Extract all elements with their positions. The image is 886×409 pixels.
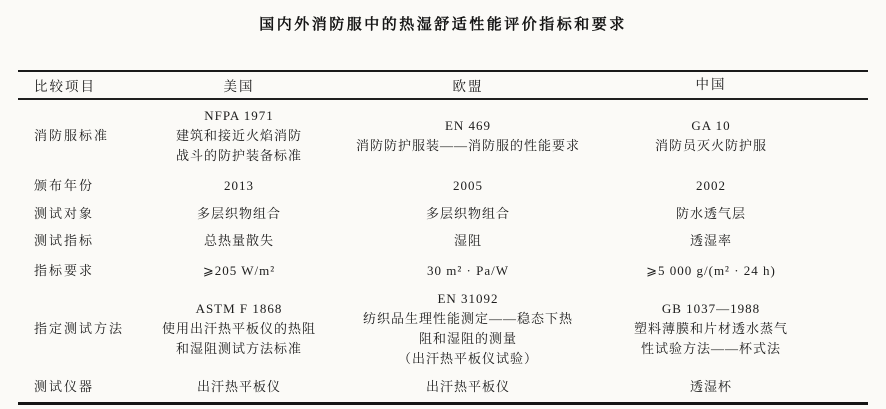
cell-us xyxy=(130,299,348,359)
cell-line: EN 469 xyxy=(444,118,492,133)
cell-line: 使用出汗热平板仪的热阻 xyxy=(161,321,316,336)
cell-line: 纺织品生理性能测定——稳态下热 xyxy=(362,311,573,326)
cell-line: （出汗热平板仪试验） xyxy=(397,351,538,366)
cell-line: 性试验方法——杯式法 xyxy=(640,341,781,356)
table-row xyxy=(18,200,868,227)
cell-cn: 2002 xyxy=(696,178,726,193)
table-row xyxy=(18,287,868,371)
row-label: 指标要求 xyxy=(34,262,95,278)
column-header-china: 中国 xyxy=(695,77,727,92)
row-label: 颁布年份 xyxy=(34,178,95,193)
cell-line: ASTM F 1868 xyxy=(195,301,283,316)
row-label: 测试对象 xyxy=(34,205,95,221)
table-row xyxy=(18,227,868,254)
cell-line: GA 10 xyxy=(691,118,731,133)
row-label: 消防服标准 xyxy=(34,128,110,143)
cell-line: 和湿阻测试方法标准 xyxy=(175,341,302,356)
cell-us: 2013 xyxy=(224,178,254,193)
cell-eu: 多层织物组合 xyxy=(425,205,510,221)
cell-line: 阻和湿阻的测量 xyxy=(418,331,517,346)
cell-line: 消防员灭火防护服 xyxy=(654,138,767,153)
cell-eu: 30 m² · Pa/W xyxy=(427,262,509,278)
row-label: 指定测试方法 xyxy=(34,321,125,336)
cell-line: 塑料薄膜和片材透水蒸气 xyxy=(633,321,788,336)
column-header-eu: 欧盟 xyxy=(452,79,484,94)
cell-line: EN 31092 xyxy=(437,291,499,306)
cell-cn: 防水透气层 xyxy=(675,205,746,221)
row-label: 测试指标 xyxy=(34,232,95,248)
cell-cn xyxy=(588,299,868,359)
cell-us: 多层织物组合 xyxy=(196,205,281,221)
column-header-item: 比较项目 xyxy=(34,79,96,94)
table-row xyxy=(18,254,868,287)
cell-us xyxy=(130,106,348,166)
page-title: 国内外消防服中的热湿舒适性能评价指标和要求 xyxy=(259,17,627,33)
cell-eu: 2005 xyxy=(453,178,483,193)
cell-eu: 湿阻 xyxy=(453,232,482,248)
column-header-usa: 美国 xyxy=(223,79,255,94)
table-row xyxy=(18,100,868,172)
cell-cn: ⩾5 000 g/(m² · 24 h) xyxy=(646,262,776,278)
cell-line: 战斗的防护装备标准 xyxy=(175,148,302,163)
table-row xyxy=(18,371,868,402)
cell-cn xyxy=(588,116,868,156)
cell-line: GB 1037—1988 xyxy=(661,301,761,316)
table-row xyxy=(18,172,868,200)
cell-us: 总热量散失 xyxy=(203,232,274,248)
row-label: 测试仪器 xyxy=(34,378,95,394)
cell-eu xyxy=(348,116,588,156)
cell-us: 出汗热平板仪 xyxy=(196,378,281,394)
cell-eu xyxy=(348,289,588,369)
cell-line: NFPA 1971 xyxy=(204,108,274,123)
cell-cn: 透湿率 xyxy=(689,232,732,248)
cell-line: 消防防护服装——消防服的性能要求 xyxy=(355,138,580,153)
cell-cn: 透湿杯 xyxy=(689,378,732,394)
cell-line: 建筑和接近火焰消防 xyxy=(175,128,302,143)
cell-us: ⩾205 W/m² xyxy=(202,262,276,278)
comparison-table xyxy=(18,70,868,405)
cell-eu: 出汗热平板仪 xyxy=(425,378,510,394)
table-header-row xyxy=(18,72,868,100)
